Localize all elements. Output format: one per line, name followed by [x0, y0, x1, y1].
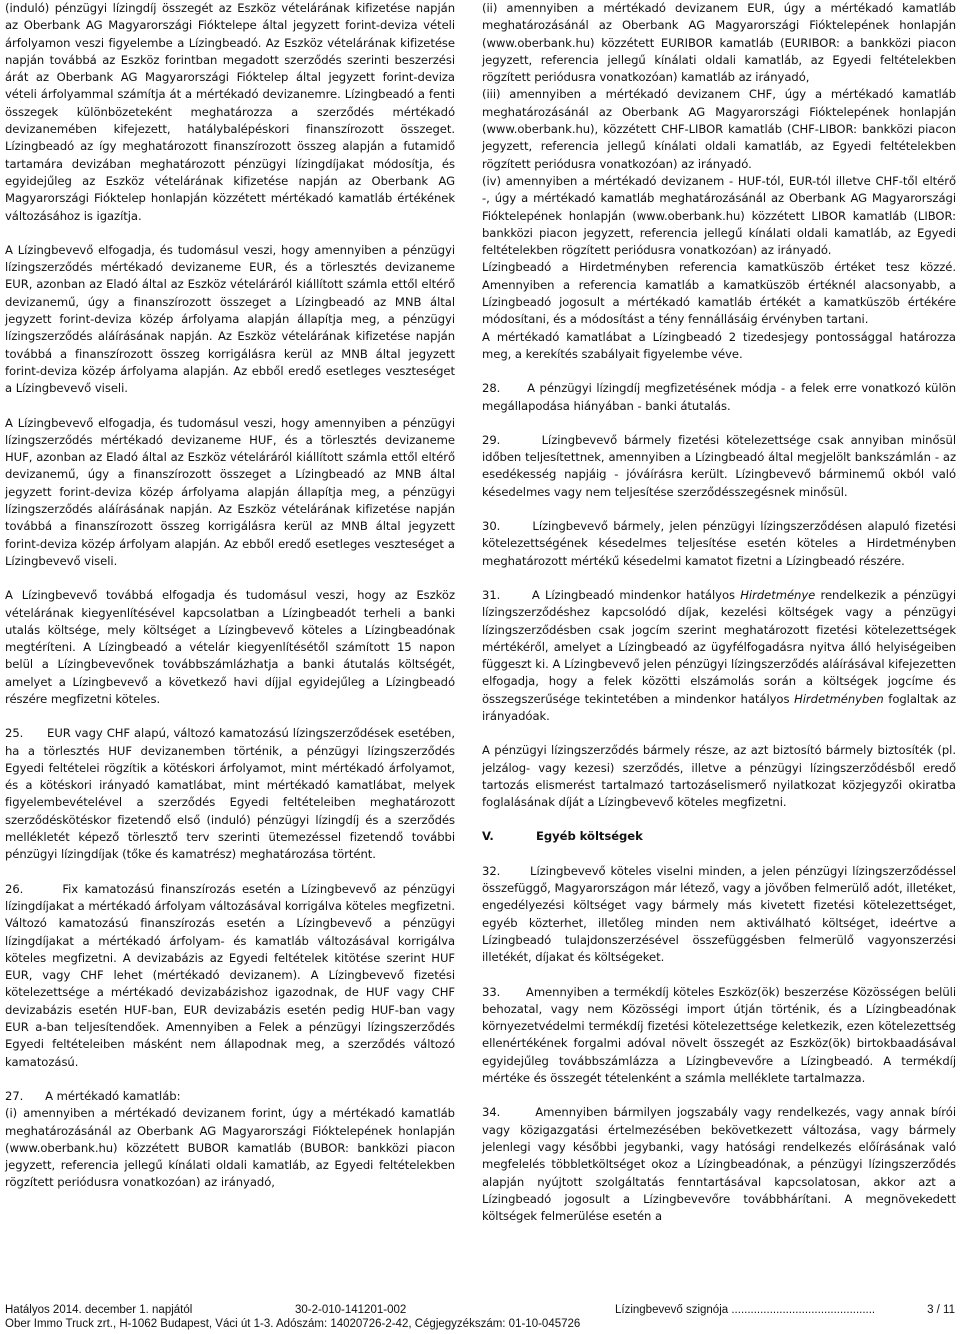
paragraph: A Lízingbevevő elfogadja, és tudomásul veszi, hogy amennyiben a pénzügyi lízingszerződés mértékadó devizaneme HUF, és a törlesztés devizaneme HUF, azonban az Eladó által az Eszköz vételáráról kiállított számla ettől eltérő devizanemű, úgy a finanszírozott összeget a Lízingbeadó az MNB által jegyzett forint-deviza közép árfolyama alapján állapítja meg, a pénzügyi lízingszerződés aláírásának napján. Az Eszköz vételárának kifizetése napján továbbá a finanszírozott összeg korrigálásra kerül az MNB által jegyzett forint-deviza közép árfolyam alapján. Az ebből eredő esetleges veszteséget a Lízingbevevő viseli.	[5, 415, 455, 568]
paragraph: (induló) pénzügyi lízingdíj összegét az Eszköz vételárának kifizetése napján az Oberbank AG Magyarországi Fióktelepe által jegyzett forint-deviza vételi árfolyamon veszi figyelembe a Lízingbeadó. Az Eszköz vételárának kifizetése napján továbbá az Eszköz forintban megadott szerződés szerinti beszerzési árát az Oberbank AG Magyarországi Fióktelep által jegyzett forint-deviza vételi árfolyammal számítja át a mértékadó devizanemre. Lízingbeadó a fenti összegek különbözeteként meghatározza a szerződés mértékadó devizanemében kifejezett, hatálybalépéskori finanszírozott összeget. Lízingbeadó az így meghatározott finanszírozott összeg alapján a futamidő tartamára devizában meghatározott pénzügyi lízingdíjakat módosítja, és egyidejűleg az Eszköz vételárának kifizetése napján az Oberbank AG Magyarországi Fióktelep honlapján közzétett mértékadó kamatláb értékének változásához is igazítja.	[5, 1, 455, 223]
notary-paragraph: A pénzügyi lízingszerződés bármely része, az azt biztosító bármely biztosíték (pl. jelzálog- vagy kezesi) szerződés, illetve a pénzügyi lízingszerződésből eredő tartozás elismerést tartalmazó tartozáselismerő nyilatkozat közjegyzői okiratba foglalásának díját a Lízingbevevő köteles megfizetni.	[482, 743, 956, 810]
threshold-paragraph: Lízingbeadó a Hirdetményben referencia kamatküszöb értéket tesz közzé. Amennyiben a referencia kamatláb a kamatküszöb értéknél alacsonyabb, a Lízingbeadó jogosult a mértékadó kamatláb értékét a kamatküszöb értékére módosítani, és a módosítást a tény fennállásáig érvényben tartani.	[482, 260, 956, 327]
section-title: Egyéb költségek	[536, 829, 643, 844]
clause-32: 32. Lízingbevevő köteles viselni minden, a jelen pénzügyi lízingszerződéssel összefüggő, Magyarországon már létező, vagy a jövőben felmerülő adót, illetéket, engedélyezési költséget vagy bármely más kivetett fizetési kötelezettséget, egyéb közterhet, illetőleg minden nem aktiválható költséget, ideértve a Lízingbeadó tulajdonszerzésével összefüggésben felmerülő vagyonszerzési illetékét, díjakat és költségeket.	[482, 863, 960, 965]
clause-28: 28. A pénzügyi lízingdíj megfizetésének módja - a felek erre vonatkozó külön megállapodása hiányában - banki átutalás.	[482, 381, 960, 413]
page-number: 3 / 11	[927, 1304, 955, 1316]
right-column	[482, 0, 960, 1242]
text: foglaltak az irányadóak.	[482, 691, 960, 723]
clause-27-title: 27. A mértékadó kamatláb:	[5, 1088, 181, 1103]
clause-29: 29. Lízingbevevő bármely fizetési kötelezettsége csak annyiban minősül időben teljesítettnek, amennyiben a Lízingbeadó által megjelölt bankszámlán - az esedékesség napjáig - jóváírásra került. Lízingbevevő bárminemű okból való késedelmes vagy nem teljesítése szerződésszegésnek minősül.	[482, 432, 960, 499]
clause-27-ii: (ii) amennyiben a mértékadó devizanem EUR, úgy a mértékadó kamatláb meghatározásánál az Oberbank AG Magyarországi Fióktelepének honlapján (www.oberbank.hu) közzétett EURIBOR kamatláb (EURIBOR: a bankközi piacon jegyzett, referencia jellegű kínálati oldali kamatláb, az Egyedi feltételekben rögzített periódusra vonatkozóan) kamatláb az irányadó,	[482, 1, 956, 85]
clause-34: 34. Amennyiben bármilyen jogszabály vagy rendelkezés, vagy annak bírói vagy közigazgatási értelmezésében bekövetkezett változása, vagy bármely jelenlegi vagy későbbi jegybanki, vagy hatósági rendelkezés előírásának való megfelelés többletköltséget okoz a Lízingbeadónak, a pénzügyi lízingszerződés alapján nyújtott szolgáltatás fenntartásával kapcsolatosan, akkor azt a Lízingbeadó jogosult a Lízingbevevőre továbbhárítani. A megnövekedett költségek felmerülése esetén a	[482, 1105, 960, 1224]
text: 31. A Lízingbeadó mindenkor hatályos	[482, 587, 741, 602]
section-heading	[482, 828, 956, 845]
text: rendelkezik a pénzügyi lízingszerződéshez kapcsolódó díjak, kezelési költségek vagy a pénzügyi lízingszerződésben csak jogcím szerint meghatározott fizetési kötelezettségek mértékéről, amelyet a Lízingbeadó az ügyfélfogadásra nyitva álló helyiségeiben függeszt ki. A Lízingbevevő jelen pénzügyi lízingszerződés aláírásával kifejezetten elfogadja, hogy a felek közötti elszámolás során a költségek jogcíme és összegszerűsége tekintetében a mindenkor hatályos	[482, 587, 960, 706]
document-code: 30-2-010-141201-002	[295, 1304, 407, 1316]
clause-27-iii: (iii) amennyiben a mértékadó devizanem CHF, úgy a mértékadó kamatláb meghatározásánál az Oberbank AG Magyarországi Fióktelepének honlapján (www.oberbank.hu), közzétett CHF-LIBOR kamatláb (CHF-LIBOR: bankközi piacon jegyzett, referencia jellegű kínálati oldali kamatláb, az Egyedi feltételekben rögzített periódusra vonatkozóan) az irányadó.	[482, 87, 956, 171]
signature-line: Lízingbevevő szignója .............................................	[615, 1304, 876, 1316]
company-info: Ober Immo Truck zrt., H-1062 Budapest, Váci út 1-3. Adószám: 14020726-2-42, Cégjegyzékszám: 01-10-045726	[5, 1318, 581, 1330]
paragraph: A Lízingbevevő továbbá elfogadja és tudomásul veszi, hogy az Eszköz vételárának kiegyenlítésével kapcsolatban a Lízingbeadót terheli a banki utalás költsége, mely költséget a Lízingbevevő köteles a Lízingbeadónak megtéríteni. A Lízingbeadó a vételár kiegyenlítésétől számított 15 napon belül a Lízingbevevőnek továbbszámlázhatja a banki átutalás költségét, amelyet a Lízingbevevő a következő havi díjjal egyidejűleg a Lízingbeadó részére megfizetni köteles.	[5, 588, 455, 706]
clause-26: 26. Fix kamatozású finanszírozás esetén a Lízingbevevő az pénzügyi lízingdíjakat a mértékadó árfolyam változásával korrigálva köteles megfizetni. Változó kamatozású finanszírozás esetén a Lízingbevevő a pénzügyi lízingdíjakat a mértékadó árfolyam- és kamatláb változásával korrigálva köteles megfizetni. A devizabázis az Egyedi feltételek kitötése szerint HUF EUR, vagy CHF lehet (mértékadó devizanem). A Lízingbevevő fizetési kötelezettsége a mértékadó devizabázishoz igazodnak, de HUF vagy CHF devizabázis esetén HUF-ban, EUR devizabázis esetén pedig HUF-ban vagy EUR a-ban teljesítendőek. Amennyiben a Felek a pénzügyi lízingszerződés Egyedi feltételeiben másként nem állapodnak meg, a szerződés változó kamatozású.	[5, 881, 459, 1069]
left-column	[5, 0, 459, 1209]
clause-30: 30. Lízingbevevő bármely, jelen pénzügyi lízingszerződésen alapuló fizetési kötelezettségének késedelmes teljesítése esetén köteles a Hirdetményben meghatározott mértékű késedelmi kamatot fizetni a Lízingbeadó részére.	[482, 519, 960, 568]
clause-31	[482, 587, 960, 725]
clause-33: 33. Amennyiben a termékdíj köteles Eszköz(ök) beszerzése Közösségen belüli behozatal, vagy nem Közösségi import útján történik, és a Lízingbeadónak környezetvédelmi termékdíj fizetési kötelezettsége keletkezik, ezen kötelezettség ellenértékének forgalmi adóval növelt összegét az Eszköz(ök) birtokbaadásával egyidejűleg továbbszámlázza a Lízingbevevőre a Lízingbeadó. A termékdíj mértéke és összegét tételenként a számla melléklete tartalmazza.	[482, 984, 960, 1086]
effective-date: Hatályos 2014. december 1. napjától	[5, 1304, 193, 1316]
rounding-paragraph: A mértékadó kamatlábat a Lízingbeadó 2 tizedesjegy pontossággal határozza meg, a kerekítés szabályait figyelembe véve.	[482, 329, 956, 361]
italic-text: Hirdetménye	[740, 587, 816, 602]
italic-text: Hirdetményben	[794, 691, 884, 706]
clause-25: 25. EUR vagy CHF alapú, változó kamatozású lízingszerződések esetében, ha a törlesztés HUF devizanemben történik, a pénzügyi lízingszerződés Egyedi feltételei rögzítik a kötéskori árfolyamot, mint mértékadó árfolyamot, és a kötéskori irányadó kamatlábat, mint mértékadó kamatlábat, melyek figyelembevételével a szerződés Egyedi feltételeiben meghatározott szerződéskötéskor fizetendő első (induló) pénzügyi lízingdíj és a szerződés mellékletét képező törlesztő terv szerinti ütemezéssel fizetendő további pénzügyi lízingdíjak (tőke és kamatrész) meghatározása történt.	[5, 726, 459, 862]
section-number: V.	[482, 829, 494, 844]
paragraph: A Lízingbevevő elfogadja, és tudomásul veszi, hogy amennyiben a pénzügyi lízingszerződés mértékadó devizaneme EUR, és a törlesztés devizaneme EUR, azonban az Eladó által az Eszköz vételáráról kiállított számla ettől eltérő devizanemű, úgy a finanszírozott összeget a Lízingbeadó az MNB által jegyzett forint-deviza közép árfolyama alapján állapítja meg, a pénzügyi lízingszerződés aláírásának napján. Az Eszköz vételárának kifizetése napján továbbá a finanszírozott összeg korrigálásra kerül az MNB által jegyzett forint-deviza közép árfolyama alapján. Az ebből eredő esetleges veszteséget a Lízingbevevő viseli.	[5, 242, 455, 396]
clause-27-iv: (iv) amennyiben a mértékadó devizanem - HUF-tól, EUR-tól illetve CHF-től eltérő -, úgy a mértékadó kamatláb meghatározásánál az Oberbank AG Magyarországi Fióktelepének honlapján (www.oberbank.hu) közzétett LIBOR kamatláb (LIBOR: bankközi piacon jegyzett, referencia jellegű kínálati oldali kamatláb, az Egyedi feltételekben rögzített periódusra vonatkozóan) az irányadó.	[482, 173, 956, 258]
clause-27-i: (i) amennyiben a mértékadó devizanem forint, úgy a mértékadó kamatláb meghatározásánál az Oberbank AG Magyarországi Fióktelepének honlapján (www.oberbank.hu) közzétett BUBOR kamatláb (BUBOR: bankközi piacon jegyzett, referencia jellegű kínálati oldali kamatláb, az Egyedi feltételekben rögzített periódusra vonatkozóan) az irányadó,	[5, 1106, 455, 1190]
page-footer	[5, 1303, 955, 1331]
